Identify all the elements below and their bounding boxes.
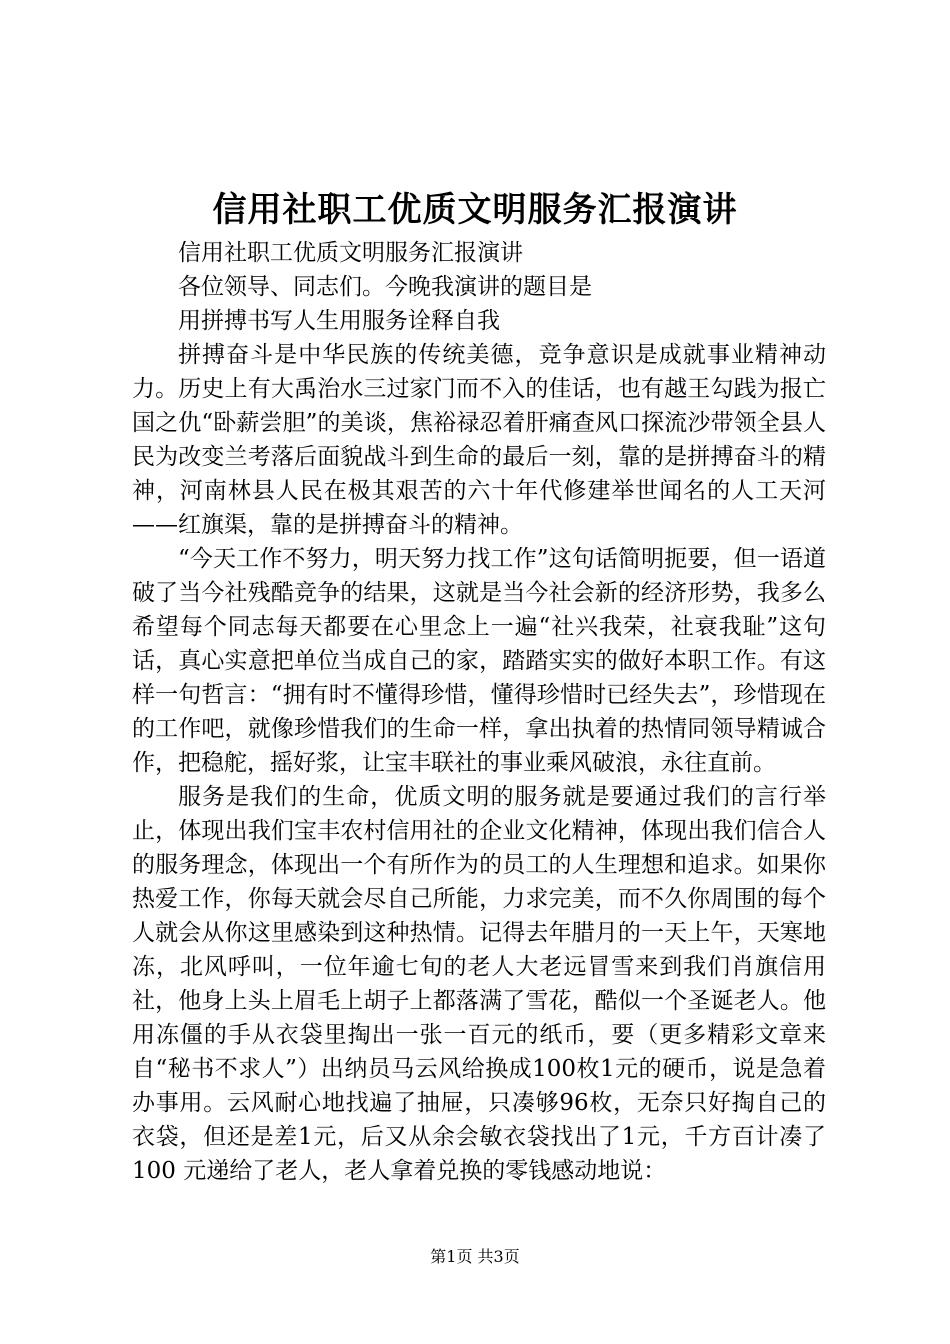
paragraph-heading-repeat: 信用社职工优质文明服务汇报演讲 [178, 240, 523, 266]
paragraph-struggle: 拼搏奋斗是中华民族的传统美德，竞争意识是成就事业精神动力。历史上有大禹治水三过家门而不入的佳话，也有越王勾践为报亡国之仇“卧薪尝胆”的美谈，焦裕禄忍着肝痛查风口探流沙带领全县人民为改变兰考落后面貌战斗到生命的最后一刻，靠的是拼搏奋斗的精神，河南林县人民在极其艰苦的六十年代修建举世闻名的人工天河——红旗渠，靠的是拼搏奋斗的精神。 [132, 342, 826, 538]
page-footer: 第1页 共3页 [430, 1247, 520, 1266]
paragraph-greeting: 各位领导、同志们。今晚我演讲的题目是 [178, 274, 592, 300]
paragraph-work: “今天工作不努力，明天努力找工作”这句话简明扼要，但一语道破了当今社残酷竞争的结果，这就是当今社会新的经济形势，我多么希望每个同志每天都要在心里念上一遍“社兴我荣，社衰我耻”这句话，真心实意把单位当成自己的家，踏踏实实的做好本职工作。有这样一句哲言：“拥有时不懂得珍惜，懂得珍惜时已经失去”，珍惜现在的工作吧，就像珍惜我们的生命一样，拿出执着的热情同领导精诚合作，把稳舵，摇好浆，让宝丰联社的事业乘风破浪，永往直前。 [132, 546, 826, 776]
document-title: 信用社职工优质文明服务汇报演讲 [212, 190, 738, 230]
paragraph-topic: 用拼搏书写人生用服务诠释自我 [178, 308, 500, 334]
document-body [132, 236, 826, 1188]
paragraph-service: 服务是我们的生命，优质文明的服务就是要通过我们的言行举止，体现出我们宝丰农村信用社的企业文化精神，体现出我们信合人的服务理念，体现出一个有所作为的员工的人生理想和追求。如果你热爱工作，你每天就会尽自己所能，力求完美，而不久你周围的每个人就会从你这里感染到这种热情。记得去年腊月的一天上午，天寒地冻，北风呼叫，一位年逾七旬的老人大老远冒雪来到我们肖旗信用社，他身上头上眉毛上胡子上都落满了雪花，酷似一个圣诞老人。他用冻僵的手从衣袋里掏出一张一百元的纸币，要（更多精彩文章来自“秘书不求人”）出纳员马云风给换成100枚1元的硬币，说是急着办事用。云风耐心地找遍了抽屉，只凑够96枚，无奈只好掏自己的衣袋，但还是差1元，后又从余会敏衣袋找出了1元，千方百计凑了 100 元递给了老人，老人拿着兑换的零钱感动地说： [132, 784, 826, 1184]
